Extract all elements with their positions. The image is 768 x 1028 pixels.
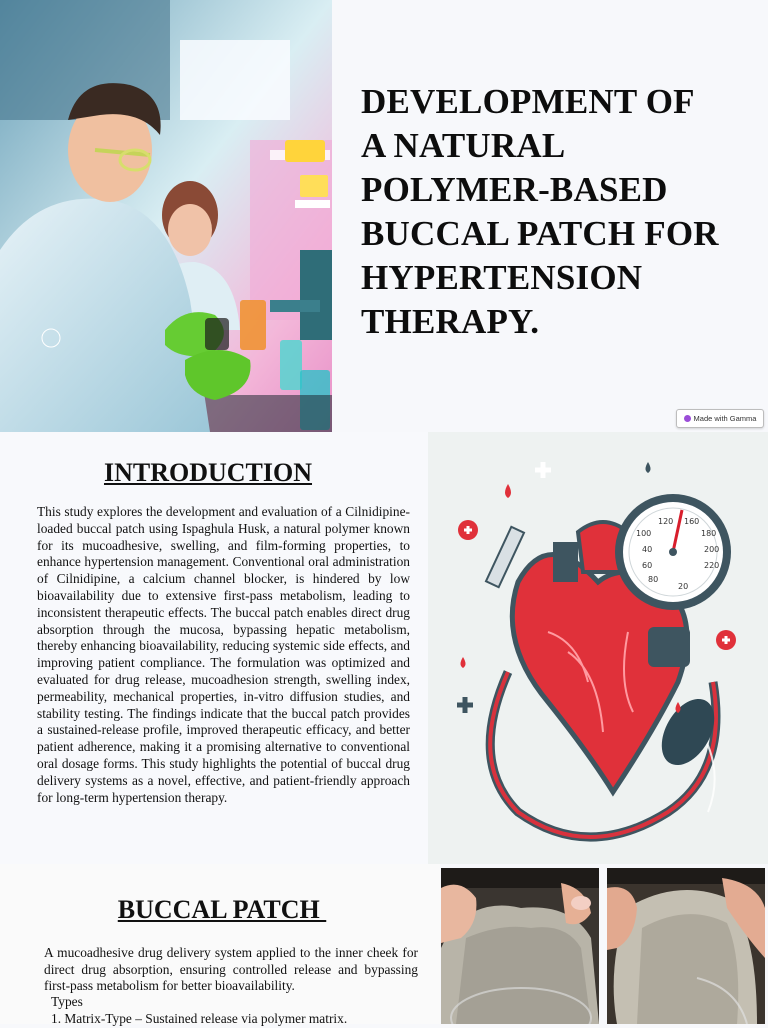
title-line: HYPERTENSION [361,258,643,297]
gauge-tick-label: 60 [642,561,653,570]
gauge-tick-label: 200 [704,545,720,554]
heart-gauge-illustration [428,432,768,864]
introduction-heading: INTRODUCTION [103,458,313,487]
gauge-tick-label: 160 [684,517,700,526]
title-line: A NATURAL [361,126,566,165]
title-line: BUCCAL PATCH FOR [361,214,719,253]
title-line: DEVELOPMENT OF [361,82,695,121]
introduction-section [0,432,428,864]
introduction-body: This study explores the development and evaluation of a Cilnidipine-loaded buccal patch using Ispaghula Husk, a natural polymer known for its mucoadhesive, swelling, and film-forming properties, to enhance hypertension management. Conventional oral administration of Cilnidipine, a calcium channel blocker, is hindered by low bioavailability due to extensive first-pass metabolism, leading to inconsistent therapeutic effects. The buccal patch enables direct drug absorption through the mucosa, bypassing hepatic metabolism, thereby enhancing bioavailability, reducing systemic side effects, and improving patient compliance. The formulation was optimized and evaluated for drug release, mucoadhesion strength, swelling index, permeability, mechanical properties, in-vitro diffusion studies, and stability testing. The findings indicate that the buccal patch provides a sustained-release profile, improved therapeutic efficacy, and better patient adherence, making it a promising alternative to conventional oral dosage forms. This study highlights the potential of buccal drug delivery systems as a novel, effective, and patient-friendly approach for long-term hypertension therapy. [37,504,410,805]
made-with-gamma-badge[interactable] [676,409,764,428]
patch-photo-right-illustration [607,868,765,1024]
gauge-tick-label: 80 [648,575,659,584]
page-title [361,80,756,344]
types-label: Types [51,994,83,1009]
title-line: THERAPY. [361,302,540,341]
buccal-patch-section [0,864,440,1024]
gauge-tick-label: 20 [678,582,689,591]
gamma-logo-icon [684,415,691,422]
heart-blood-pressure-image [428,432,768,864]
patch-photo-left-illustration [441,868,599,1024]
title-line: POLYMER-BASED [361,170,668,209]
badge-label: Made with Gamma [693,414,757,423]
title-block [361,80,756,344]
lab-scene-image [0,0,332,432]
gauge-tick-label: 220 [704,561,720,570]
lab-scene-illustration [0,0,332,432]
patch-photo-left [441,868,599,1024]
buccal-patch-body: A mucoadhesive drug delivery system applied to the inner cheek for direct drug absorption, ensuring controlled release and bypassing first-pass metabolism for better bioavailability. [44,945,418,994]
gauge-tick-label: 120 [658,517,674,526]
gauge-tick-label: 180 [701,529,717,538]
type-list-item: 1. Matrix-Type – Sustained release via polymer matrix. [51,1011,348,1026]
gauge-tick-label: 100 [636,529,652,538]
buccal-patch-heading: BUCCAL PATCH [117,895,327,924]
gauge-tick-label: 40 [642,545,653,554]
patch-photo-right [607,868,765,1024]
